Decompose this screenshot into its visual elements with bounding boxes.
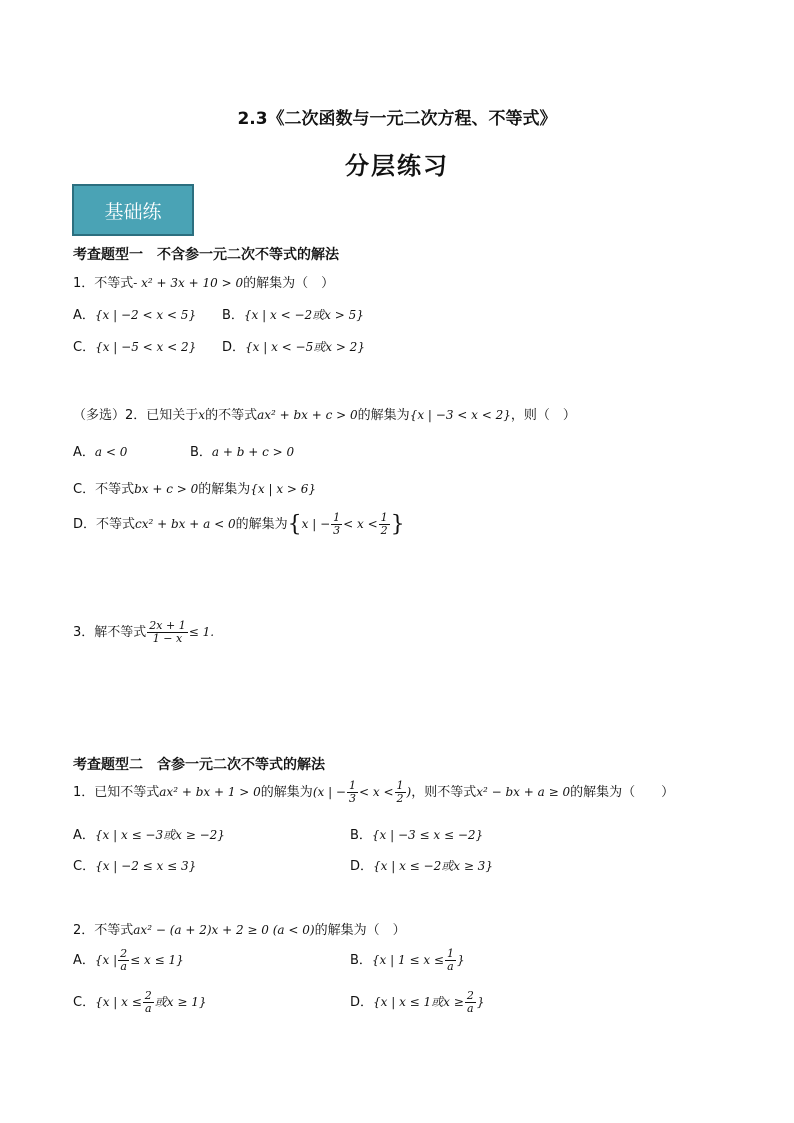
math-expression: )	[406, 785, 412, 800]
option-math: {x | −5 < x < 2}	[95, 340, 197, 354]
section-heading-1: 考查题型一 不含参一元二次不等式的解法	[73, 247, 339, 263]
fraction-denominator: 1 − x	[152, 632, 183, 646]
fraction-numerator: 2x + 1	[149, 619, 186, 632]
section-heading-2: 考查题型二 含参一元二次不等式的解法	[73, 757, 325, 773]
question-text: ，则不等式	[411, 785, 477, 801]
fraction	[147, 620, 187, 645]
fraction-numerator: 1	[333, 511, 341, 524]
math-expression: ≤ 1.	[188, 625, 215, 640]
document-title: 2.3《二次函数与一元二次方程、不等式》	[237, 109, 557, 129]
fraction	[347, 780, 358, 805]
option-label: D．	[350, 859, 374, 874]
fraction	[143, 990, 154, 1015]
question-text: 的解集为	[357, 408, 410, 423]
document-subtitle: 分层练习	[345, 152, 449, 180]
option-math: {x |	[94, 953, 118, 968]
option-a	[73, 304, 196, 323]
question-text: 的解集为（ ）	[570, 785, 675, 801]
fraction-numerator: 2	[144, 989, 152, 1002]
option-c	[73, 990, 207, 1015]
option-label: B．	[222, 308, 244, 323]
brace-open: {	[287, 512, 302, 538]
option-math: ≤ x ≤ 1}	[130, 953, 184, 968]
question-text: ，则（ ）	[510, 408, 576, 423]
option-label: A．	[73, 828, 95, 843]
fraction-denominator: 2	[396, 792, 404, 806]
math-expression: < x <	[359, 785, 394, 800]
option-label: D．不等式	[73, 517, 136, 533]
math-expression: ax² + bx + 1 > 0	[159, 785, 261, 800]
option-math: {x | x < −5或x > 2}	[245, 340, 365, 354]
option-label: C．	[73, 995, 96, 1011]
option-math: bx + c > 0	[134, 482, 199, 496]
question-text: 的解集为	[260, 785, 313, 801]
question-text: 1．已知不等式	[73, 785, 160, 801]
option-math: {x | 1 ≤ x ≤	[371, 953, 444, 968]
math-expression: x	[198, 408, 206, 422]
option-math: {x | −3 ≤ x ≤ −2}	[371, 828, 484, 842]
fraction	[395, 780, 406, 805]
fraction-denominator: a	[467, 1002, 474, 1016]
option-b	[350, 948, 465, 973]
option-math: −	[320, 517, 331, 532]
option-label: C．不等式	[73, 482, 135, 497]
option-math: {x | x ≤ −3或x ≥ −2}	[94, 828, 225, 842]
question-1-stem	[73, 272, 334, 291]
option-math: {x | x > 6}	[250, 482, 317, 496]
math-expression: - x² + 3x + 10 > 0	[133, 276, 244, 290]
option-math: {x | x ≤ 1或x ≥	[373, 995, 464, 1010]
math-expression: ax² − (a + 2)x + 2 ≥ 0 (a < 0)	[133, 923, 315, 937]
option-math: < x <	[343, 517, 378, 532]
option-d	[222, 336, 365, 355]
question-text: 1．不等式	[73, 276, 134, 291]
option-label: B．	[190, 445, 212, 460]
option-math: {x | x ≤ −2或x ≥ 3}	[373, 859, 493, 873]
option-a	[73, 441, 127, 460]
option-d	[350, 990, 484, 1015]
option-c	[73, 336, 196, 355]
option-d	[350, 855, 493, 874]
question-text: 3．解不等式	[73, 625, 147, 641]
option-label: D．	[222, 340, 246, 355]
option-math: {x | −2 < x < 5}	[94, 308, 197, 322]
bar: |	[308, 517, 321, 532]
option-d	[73, 512, 405, 537]
option-a	[73, 948, 184, 973]
level-badge: 基础练	[72, 184, 194, 236]
option-math: a < 0	[94, 445, 128, 459]
fraction-numerator: 1	[446, 947, 454, 960]
option-label: C．	[73, 859, 96, 874]
question-3-stem	[73, 620, 214, 645]
fraction	[445, 948, 456, 973]
option-label: A．	[73, 953, 95, 969]
option-c	[73, 478, 316, 497]
option-a	[73, 824, 225, 843]
fraction-denominator: a	[120, 960, 127, 974]
option-math: a + b + c > 0	[211, 445, 295, 459]
fraction	[379, 512, 390, 537]
option-label: D．	[350, 995, 374, 1011]
fraction-numerator: 2	[120, 947, 128, 960]
question-text: 的不等式	[205, 408, 258, 423]
fraction	[331, 512, 342, 537]
fraction	[465, 990, 476, 1015]
option-math: }	[476, 995, 485, 1010]
option-math: }	[456, 953, 465, 968]
option-math: {x | −2 ≤ x ≤ 3}	[95, 859, 197, 873]
option-math: cx² + bx + a < 0	[135, 517, 236, 532]
question-text: 的解集为（ ）	[243, 276, 335, 291]
fraction-denominator: 3	[333, 524, 341, 538]
brace-close: }	[390, 512, 405, 538]
option-b	[222, 304, 364, 323]
question-text: 2．不等式	[73, 923, 134, 938]
fraction-numerator: 1	[349, 779, 356, 792]
question-text: （多选）2．已知关于	[73, 408, 199, 423]
fraction-denominator: 2	[380, 524, 388, 538]
fraction	[118, 948, 129, 973]
option-label: B．	[350, 953, 372, 969]
question-1-stem	[73, 780, 674, 805]
fraction-numerator: 1	[396, 779, 404, 792]
fraction-numerator: 1	[380, 511, 388, 524]
question-2-stem	[73, 404, 576, 423]
option-math: {x | x < −2或x > 5}	[243, 308, 364, 322]
math-expression: x² − bx + a ≥ 0	[476, 785, 571, 800]
option-c	[73, 855, 196, 874]
option-label: A．	[73, 445, 95, 460]
option-math: x	[301, 517, 309, 532]
option-math: 或x ≥ 1}	[154, 995, 207, 1010]
math-expression: {x | −3 < x < 2}	[409, 408, 511, 422]
fraction-numerator: 2	[466, 989, 474, 1002]
option-label: C．	[73, 340, 96, 355]
option-b	[350, 824, 483, 843]
option-text: 的解集为	[235, 517, 288, 533]
math-expression: ax² + bx + c > 0	[257, 408, 358, 422]
fraction-denominator: a	[145, 1002, 152, 1016]
fraction-denominator: a	[447, 960, 454, 974]
option-math: {x | x ≤	[95, 995, 142, 1010]
fraction-denominator: 3	[349, 792, 356, 806]
option-b	[190, 441, 294, 460]
option-label: B．	[350, 828, 372, 843]
option-label: A．	[73, 308, 95, 323]
question-text: 的解集为（ ）	[314, 923, 406, 938]
math-expression: (x | −	[312, 785, 346, 800]
option-text: 的解集为	[198, 482, 251, 497]
question-2-stem	[73, 919, 406, 938]
